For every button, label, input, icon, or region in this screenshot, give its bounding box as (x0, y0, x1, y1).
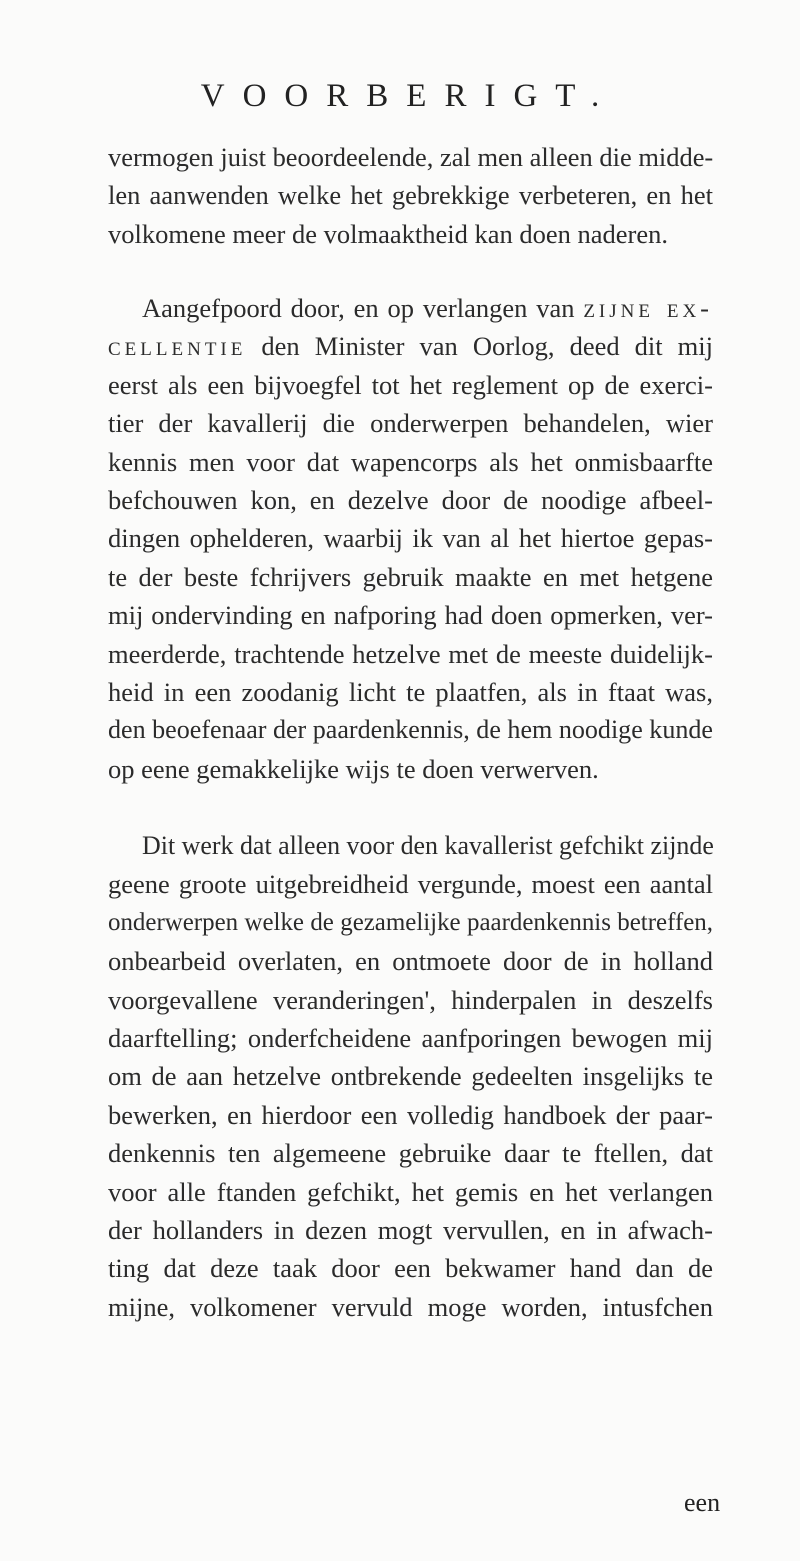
text-line: mij ondervinding en nafporing had doen opmerken, ver- (108, 600, 713, 631)
text-line: onbearbeid overlaten, en ontmoete door de in holland (108, 946, 713, 977)
text-line: te der beste fchrijvers gebruik maakte en met hetgene (108, 561, 713, 592)
text-line: dingen ophelderen, waarbij ik van al het hiertoe gepas- (108, 523, 713, 554)
text-line: vermogen juist beoordeelende, zal men alleen die midde- (108, 142, 714, 172)
text-line: befchouwen kon, en dezelve door de noodige afbeel- (108, 484, 713, 515)
text-line: Dit werk dat alleen voor den kavallerist gefchikt zijnde (142, 831, 714, 860)
catchword: een (684, 1488, 721, 1517)
text-line: voor alle ftanden gefchikt, het gemis en het verlangen (108, 1176, 713, 1207)
text-line (108, 327, 713, 365)
text-line: onderwerpen welke de gezamelijke paardenkennis betreffen, (108, 908, 713, 936)
text-line: volkomene meer de volmaaktheid kan doen naderen. (108, 218, 668, 249)
text-line: geene groote uitgebreidheid vergunde, moest een aantal (108, 869, 713, 900)
paragraph-1 (108, 138, 713, 253)
text-line: op eene gemakkelijke wijs te doen verwerven. (108, 753, 599, 784)
text-line: eerst als een bijvoegfel tot het reglement op de exerci- (108, 369, 713, 400)
text-line: den beoefenaar der paardenkennis, de hem noodige kunde (108, 715, 713, 745)
page-header: VOORBERIGT. (200, 78, 618, 114)
text-line: bewerken, en hierdoor een volledig handboek der paar- (108, 1099, 713, 1130)
text-line (108, 289, 713, 327)
small-caps-text: cellentie (108, 331, 247, 362)
text-line: tier der kavallerij die onderwerpen behandelen, wier (108, 408, 713, 439)
text-line: len aanwenden welke het gebrekkige verbeteren, en het (108, 180, 713, 211)
text-line: heid in een zoodanig licht te plaatfen, als in ftaat was, (108, 676, 713, 707)
text-line: denkennis ten algemeene gebruike daar te ftellen, dat (108, 1138, 713, 1169)
text-fragment: Aangefpoord door, en op verlangen van (142, 293, 584, 323)
paragraph-2 (108, 289, 713, 788)
paragraph-3 (108, 827, 713, 1326)
text-line: meerderde, trachtende hetzelve met de meeste duidelijk- (108, 638, 713, 669)
text-line: kennis men voor dat wapencorps als het onmisbaarfte (108, 446, 713, 477)
small-caps-text: zijne ex- (583, 293, 713, 323)
text-line: voorgevallene veranderingen', hinderpalen in deszelfs (108, 984, 713, 1015)
text-fragment: den Minister van Oorlog, deed dit mij (246, 331, 713, 362)
text-line: daarftelling; onderfcheidene aanfporingen bewogen mij (108, 1022, 713, 1053)
text-line: ting dat deze taak door een bekwamer hand dan de (108, 1253, 713, 1284)
text-line: om de aan hetzelve ontbrekende gedeelten insgelijks te (108, 1061, 713, 1092)
text-line: mijne, volkomener vervuld moge worden, intusfchen (108, 1291, 713, 1322)
text-line: der hollanders in dezen mogt vervullen, en in afwach- (108, 1214, 713, 1245)
